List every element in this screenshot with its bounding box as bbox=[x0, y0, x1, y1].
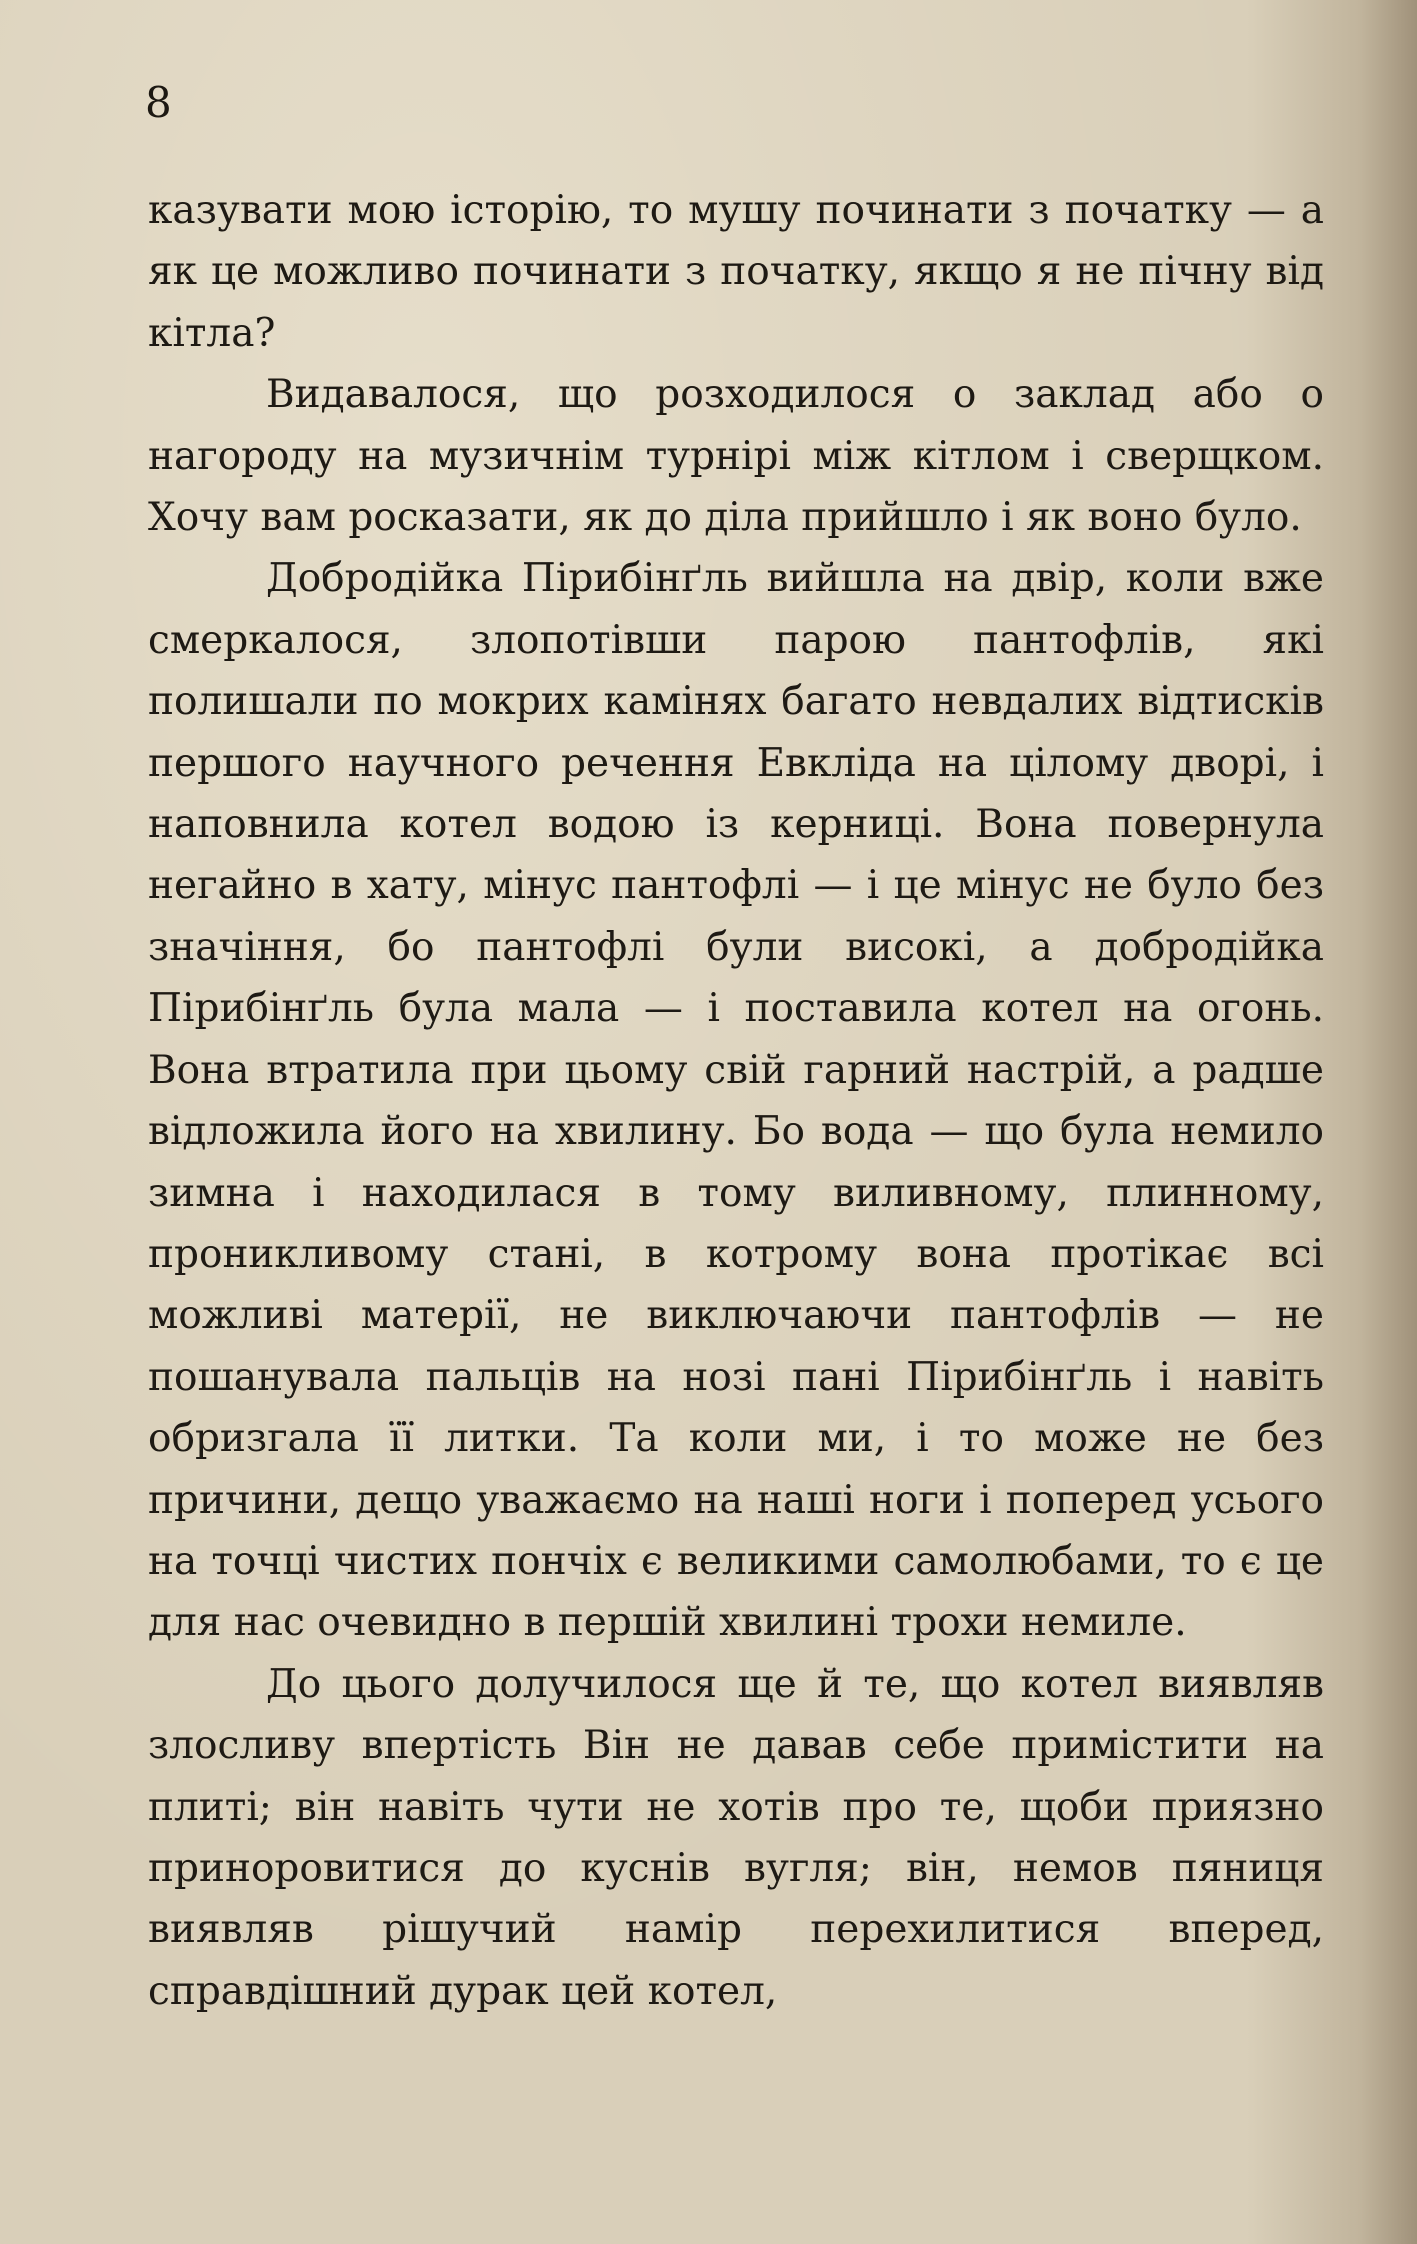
paragraph-3: Добродійка Пірибінґль вийшла на двір, коли вже смеркалося, злопотівши парою пантофлів, які полишали по мокрих камінях багато невдалих відтисків першого научного речення Евкліда на цілому дворі, і наповнила котел водою із керниці. Вона повернула негайно в хату, мінус пантофлі — і це мінус не було без значіння, бо пантофлі були високі, а добродійка Пірибінґль була мала — і поставила котел на огонь. Вона втратила при цьому свій гарний настрій, а радше відложила його на хвилину. Бо вода — що була немило зимна і находилася в тому виливному, плинному, проникливому стані, в котрому вона протікає всі можливі матерії, не виключаючи пантофлів — не пошанувала пальців на нозі пані Пірибінґль і навіть обризгала її литки. Та коли ми, і то може не без причини, дещо уважаємо на наші ноги і поперед усього на точці чистих пончіх є великими самолюбами, то є це для нас очевидно в першій хвилині трохи немиле. bbox=[148, 556, 1324, 1646]
paragraph-2: Видавалося, що розходилося о заклад або о нагороду на музичнім турнірі між кітлом і сверщком. Хочу вам росказати, як до діла прийшло і як воно було. bbox=[148, 372, 1324, 541]
page-number: 8 bbox=[145, 78, 172, 127]
body-text bbox=[148, 180, 1324, 2022]
paragraph-1: казувати мою історію, то мушу починати з початку — а як це можливо починати з початку, якщо я не пічну від кітла? bbox=[148, 188, 1324, 356]
paragraph-4: До цього долучилося ще й те, що котел виявляв злосливу впертість Він не давав себе примістити на плиті; він навіть чути не хотів про те, щоби приязно приноровитися до куснів вугля; він, немов пяниця виявляв рішучий намір перехилитися вперед, справдішний дурак цей котел, bbox=[148, 1661, 1324, 2014]
